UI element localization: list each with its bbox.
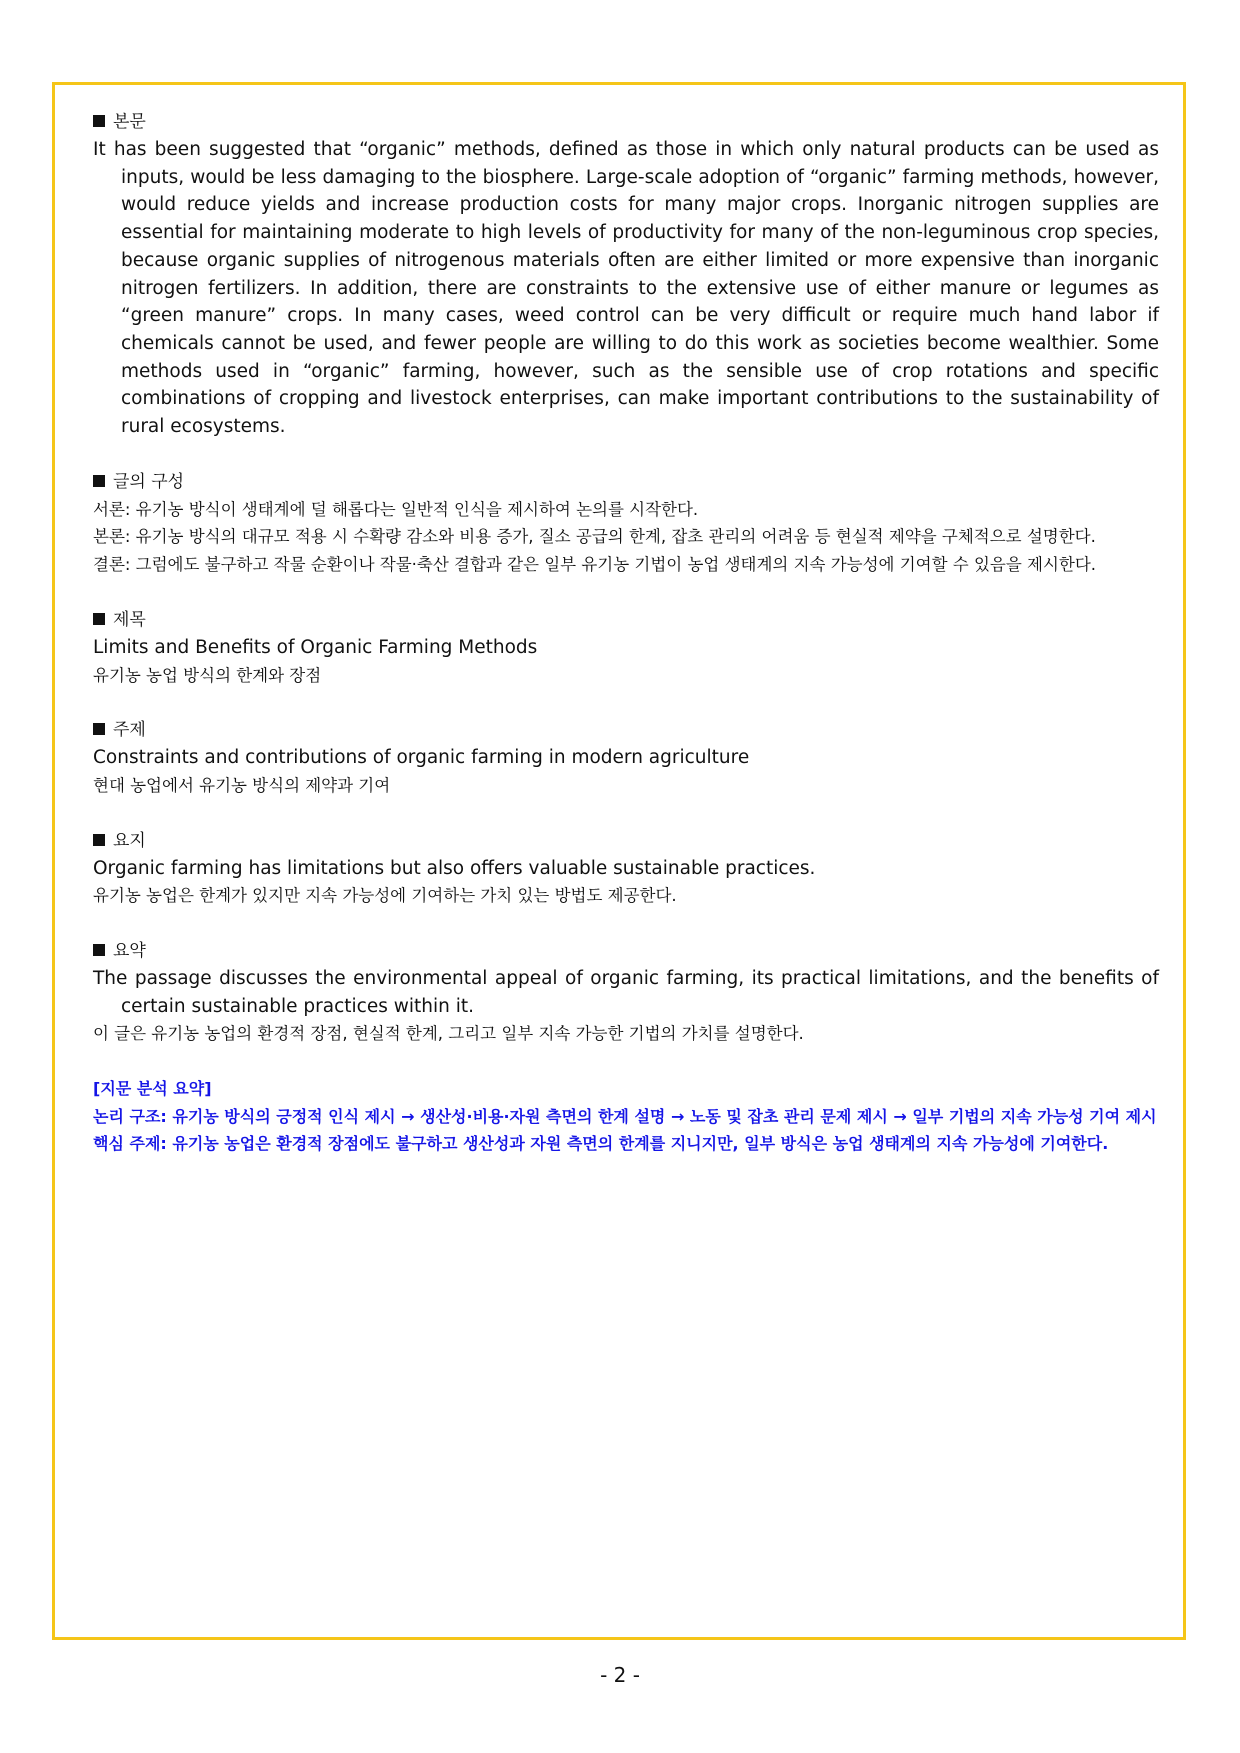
page-number: - 2 - (600, 1663, 640, 1687)
theme-en: Constraints and contributions of organic farming in modern agriculture (93, 747, 750, 769)
passage-text: It has been suggested that “organic” methods, defined as those in which only natural products can be used as inputs, would be less damaging to the biosphere. Large-scale adoption of “organic” farming methods, however, would reduce yields and increase production costs for many major crops. Inorganic nitrogen supplies are essential for maintaining moderate to high levels of productivity for many of the non-leguminous crop species, because organic supplies of nitrogenous materials often are either limited or more expensive than inorganic nitrogen fertilizers. In addition, there are constraints to the extensive use of either manure or legumes as “green manure” crops. In many cases, weed control can be very difficult or require much hand labor if chemicals cannot be used, and fewer people are willing to do this work as societies become wealthier. Some methods used in “organic” farming, however, such as the sensible use of crop rotations and specific combinations of cropping and livestock enterprises, can make important contributions to the sustainability of rural ecosystems. (93, 139, 1159, 438)
gist-en: Organic farming has limitations but also offers valuable sustainable practices. (93, 857, 816, 879)
square-bullet-icon (93, 944, 105, 956)
structure-conclusion: 결론: 그럼에도 불구하고 작물 순환이나 작물·축산 결합과 같은 일부 유기농 기법이 농업 생태계의 지속 가능성에 기여할 수 있음을 제시한다. (93, 555, 1097, 575)
theme-heading (93, 716, 1159, 744)
title-ko: 유기농 농업 방식의 한계와 장점 (93, 665, 322, 685)
analysis-summary (93, 1075, 1159, 1158)
theme-section (93, 716, 1159, 799)
title-en: Limits and Benefits of Organic Farming Methods (93, 636, 538, 658)
summary-section (93, 937, 1159, 1048)
title-heading (93, 606, 1159, 634)
analysis-logic: 논리 구조: 유기농 방식의 긍정적 인식 제시 → 생산성·비용·자원 측면의 한계 설명 → 노동 및 잡초 관리 문제 제시 → 일부 기법의 지속 가능성 기여 제시 (93, 1106, 1157, 1126)
passage-section (93, 108, 1159, 441)
title-section (93, 606, 1159, 689)
analysis-title: [지문 분석 요약] (93, 1079, 212, 1099)
square-bullet-icon (93, 834, 105, 846)
square-bullet-icon (93, 723, 105, 735)
passage-heading-label: 본문 (113, 112, 146, 132)
passage-heading (93, 108, 1159, 136)
summary-en: The passage discusses the environmental appeal of organic farming, its practical limitations, and the benefits of certain sustainable practices within it. (93, 968, 1159, 1017)
gist-section (93, 827, 1159, 910)
summary-heading-label: 요약 (113, 941, 146, 962)
theme-ko: 현대 농업에서 유기농 방식의 제약과 기여 (93, 775, 391, 795)
structure-heading (93, 468, 1159, 496)
document-content (93, 108, 1159, 1158)
summary-ko: 이 글은 유기농 농업의 환경적 장점, 현실적 한계, 그리고 일부 지속 가능한 기법의 가치를 설명한다. (93, 1024, 804, 1044)
gist-heading-label: 요지 (113, 830, 146, 851)
square-bullet-icon (93, 475, 105, 487)
structure-body: 본론: 유기농 방식의 대규모 적용 시 수확량 감소와 비용 증가, 질소 공급의 한계, 잡초 관리의 어려움 등 현실적 제약을 구체적으로 설명한다. (93, 527, 1096, 547)
title-heading-label: 제목 (113, 609, 146, 630)
structure-section (93, 468, 1159, 579)
square-bullet-icon (93, 115, 105, 127)
structure-intro: 서론: 유기농 방식이 생태계에 덜 해롭다는 일반적 인식을 제시하여 논의를 시작한다. (93, 499, 699, 519)
gist-ko: 유기농 농업은 한계가 있지만 지속 가능성에 기여하는 가치 있는 방법도 제공한다. (93, 886, 677, 906)
summary-heading (93, 937, 1159, 965)
gist-heading (93, 827, 1159, 855)
square-bullet-icon (93, 613, 105, 625)
structure-heading-label: 글의 구성 (113, 471, 185, 492)
theme-heading-label: 주제 (113, 720, 146, 741)
analysis-core: 핵심 주제: 유기농 농업은 환경적 장점에도 불구하고 생산성과 자원 측면의 한계를 지니지만, 일부 방식은 농업 생태계의 지속 가능성에 기여한다. (93, 1134, 1109, 1154)
